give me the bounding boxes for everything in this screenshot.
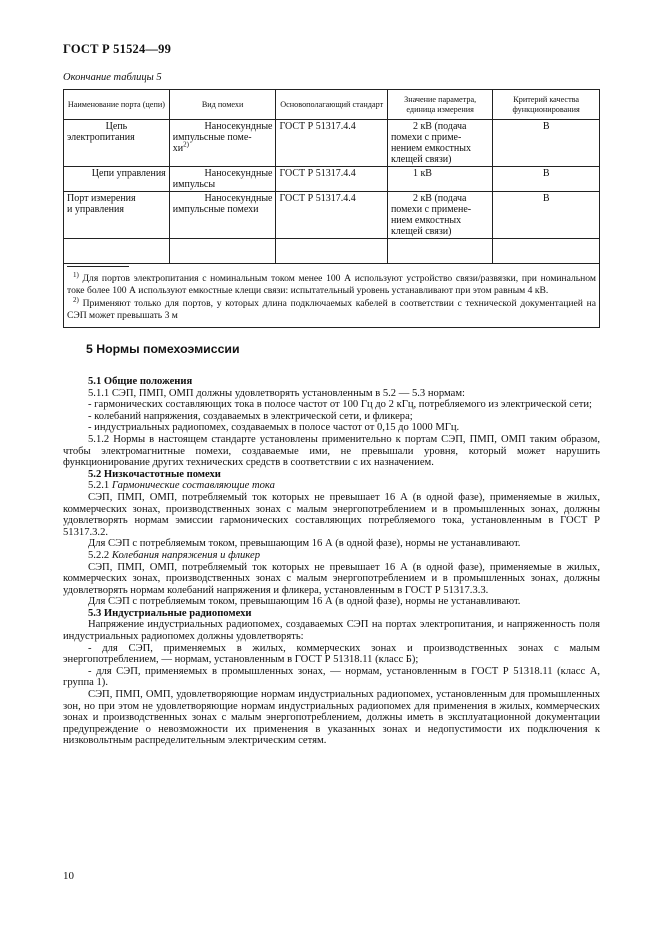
table-header-row xyxy=(64,90,600,120)
page-number: 10 xyxy=(63,870,74,882)
table-row xyxy=(64,120,600,167)
cell-line: 1 кВ xyxy=(412,168,432,179)
column-header-criterion: Критерий качества функционирования xyxy=(493,90,600,120)
cell-line: помехи с примене- xyxy=(390,204,472,215)
cell-criterion: В xyxy=(493,192,600,239)
cell-criterion: В xyxy=(493,167,600,192)
cell-line: помехи с приме- xyxy=(390,132,462,143)
cell-line: нением емкостных xyxy=(390,143,471,154)
section-title: 5 Нормы помехоэмиссии xyxy=(86,342,240,356)
clause-number: 5.2.1 xyxy=(88,480,110,492)
cell-port xyxy=(64,192,170,239)
table-row-spacer xyxy=(64,239,600,264)
footnote-mark: 1) xyxy=(73,270,79,279)
paragraph: 5.1.1 СЭП, ПМП, ОМП должны удовлетворять установленным в 5.2 — 5.3 нормам: xyxy=(88,387,465,399)
list-item: - для СЭП, применяемых в промышленных зонах, — нормам, установленным в ГОСТ Р 51318.11 (класс А, группа 1). xyxy=(63,665,600,689)
clause-title xyxy=(63,550,600,562)
footnote-text: Для портов электропитания с номинальным током менее 100 А используют устройство связи/развязки, при номинальном токе более 100 А используют емкостные клещи связи: испытательный уровень устанавливают при этом равным 4 кВ. xyxy=(67,273,596,296)
column-header-standard: Основополагающий стандарт xyxy=(276,90,387,120)
cell-interference xyxy=(169,167,276,192)
table-row xyxy=(64,192,600,239)
cell-value xyxy=(387,167,492,192)
list-item: - индустриальных радиопомех, создаваемых в полосе частот от 0,15 до 1000 МГц. xyxy=(88,422,460,434)
cell-port xyxy=(64,167,170,192)
clause-name: Гармонические составляющие тока xyxy=(111,480,275,492)
cell-line: Наносекундные xyxy=(204,121,273,132)
cell-interference xyxy=(169,120,276,167)
cell-line: Наносекундные xyxy=(204,168,273,179)
column-header-interference: Вид помехи xyxy=(169,90,276,120)
footnote-ref: 2) xyxy=(183,140,189,149)
table-notes xyxy=(64,264,600,328)
cell-line: 2 кВ (подача xyxy=(412,193,467,204)
clause-title xyxy=(63,480,600,492)
section-body xyxy=(63,376,600,747)
footnote-1 xyxy=(67,270,596,296)
cell-line: Наносекундные xyxy=(204,193,273,204)
list-item: - колебаний напряжения, создаваемых в электрической сети, и фликера; xyxy=(88,410,413,422)
cell-criterion: В xyxy=(493,120,600,167)
cell-line: импульсы xyxy=(172,179,216,190)
clause-number: 5.2.2 xyxy=(88,549,110,561)
cell-standard: ГОСТ Р 51317.4.4 xyxy=(276,120,387,167)
cell-line: Порт измерения xyxy=(67,193,136,204)
cell-line: Цепь xyxy=(105,121,128,132)
cell-value xyxy=(387,192,492,239)
footnote-text: Применяют только для портов, у которых длина подключаемых кабелей в соответствии с технической документацией на СЭП может превышать 3 м xyxy=(67,298,596,321)
cell-line xyxy=(172,140,273,154)
paragraph: 5.1.2 Нормы в настоящем стандарте установлены применительно к портам СЭП, ПМП, ОМП таким образом, чтобы электромагнитные помехи, создаваемые ими, не превышали уровня, который может нарушить функционирование других технических средств в соответствии с их назначением. xyxy=(63,433,600,469)
cell-text: хи xyxy=(172,143,184,154)
subsection-heading: 5.2 Низкочастотные помехи xyxy=(88,468,221,480)
table-notes-row xyxy=(64,264,600,328)
footnote-rule xyxy=(67,266,129,267)
clause-name: Колебания напряжения и фликер xyxy=(111,549,260,561)
subsection-heading: 5.3 Индустриальные радиопомехи xyxy=(88,607,252,619)
cell-line: электропитания xyxy=(67,132,135,143)
cell-line: клещей связи) xyxy=(390,226,452,237)
cell-port xyxy=(64,120,170,167)
cell-line: и управления xyxy=(67,204,124,215)
paragraph: СЭП, ПМП, ОМП, удовлетворяющие нормам индустриальных радиопомех, установленным для промышленных зон, но при этом не удовлетворяющие нормам индустриальных радиопомех для применения в жилых, коммерческих зонах и производственных зонах с малым энергопотреблением, должны иметь в эксплуатационной документации предупреждение о невозможности их применения в указанных зонах и недопустимости их подключения к низковольтным распределительным электрическим сетям. xyxy=(63,689,600,747)
paragraph: СЭП, ПМП, ОМП, потребляемый ток которых не превышает 16 А (в одной фазе), применяемые в жилых, коммерческих зонах, производственных зонах с малым энергопотреблением и в промышленных зонах, должны удовлетворять нормам колебаний напряжения и фликера, установленным в ГОСТ Р 51317.3.3. xyxy=(63,561,600,596)
cell-standard: ГОСТ Р 51317.4.4 xyxy=(276,167,387,192)
cell-line: импульсные поме- xyxy=(172,132,252,143)
column-header-value: Значение параметра, единица измерения xyxy=(387,90,492,120)
table-row xyxy=(64,167,600,192)
subsection-heading: 5.1 Общие положения xyxy=(88,376,193,387)
list-item: - гармонических составляющих тока в полосе частот от 100 Гц до 2 кГц, потребляемого из электрической сети; xyxy=(88,399,592,411)
cell-standard: ГОСТ Р 51317.4.4 xyxy=(276,192,387,239)
paragraph: Для СЭП с потребляемым током, превышающим 16 А (в одной фазе), нормы не устанавливают. xyxy=(88,596,521,608)
paragraph: СЭП, ПМП, ОМП, потребляемый ток которых не превышает 16 А (в одной фазе), применяемые в жилых, коммерческих зонах, производственных зонах с малым энергопотреблением и в промышленных зонах, должны удовлетворять нормам эмиссии гармонических составляющих потребляемого тока, установленным в ГОСТ Р 51317.3.2. xyxy=(63,491,600,538)
cell-value xyxy=(387,120,492,167)
paragraph: Для СЭП с потребляемым током, превышающим 16 А (в одной фазе), нормы не устанавливают. xyxy=(88,538,521,550)
document-header: ГОСТ Р 51524—99 xyxy=(63,42,172,56)
cell-interference xyxy=(169,192,276,239)
paragraph: Напряжение индустриальных радиопомех, создаваемых СЭП на портах электропитания, и напряженность поля индустриальных радиопомех должны удовлетворять: xyxy=(63,619,600,643)
cell-line: Цепи управления xyxy=(91,168,166,179)
cell-line: импульсные помехи xyxy=(172,204,259,215)
cell-line: 2 кВ (подача xyxy=(412,121,467,132)
footnote-mark: 2) xyxy=(73,296,79,304)
footnote-2 xyxy=(67,298,596,321)
list-item: - для СЭП, применяемых в жилых, коммерческих зонах и производственных зонах с малым энергопотреблением, — нормам, установленным в ГОСТ Р 51318.11 (класс Б); xyxy=(63,642,600,666)
column-header-port: Наименование порта (цепи) xyxy=(64,90,170,120)
table-caption: Окончание таблицы 5 xyxy=(63,72,162,83)
cell-line: клещей связи) xyxy=(390,154,452,165)
table-5 xyxy=(63,89,600,328)
cell-line: нием емкостных xyxy=(390,215,462,226)
